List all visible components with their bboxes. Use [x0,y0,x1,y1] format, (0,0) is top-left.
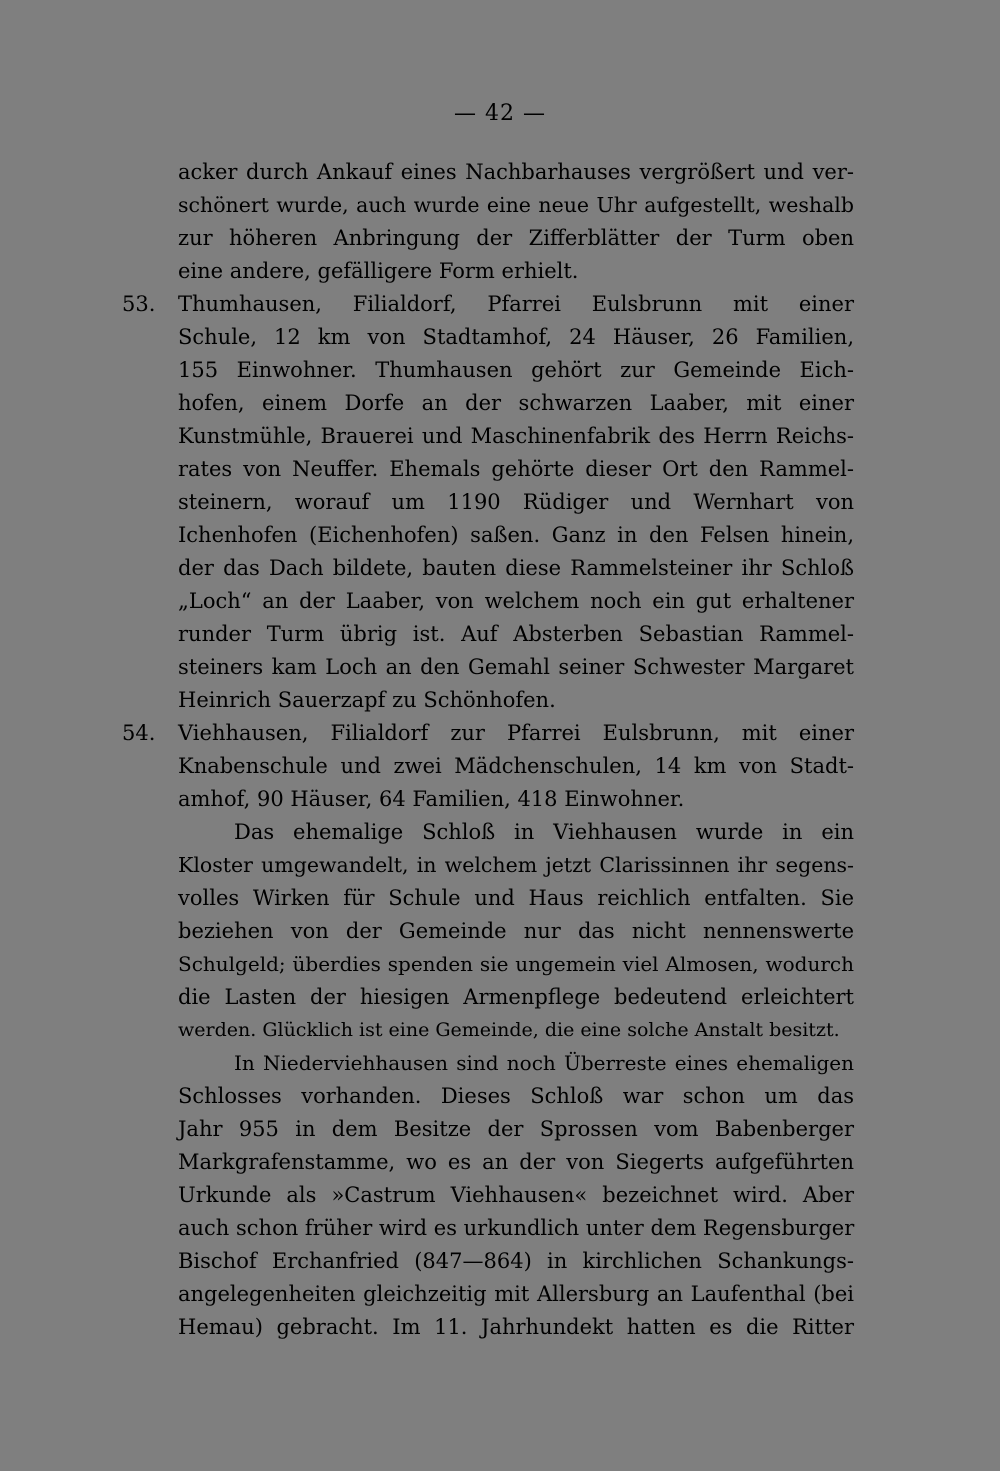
line-text: Bischof Erchanfried (847—864) in kirchlichen Schankungs- [178,1249,854,1273]
text-line [178,651,854,684]
line-text: Schule, 12 km von Stadtamhof, 24 Häuser, 26 Familien, [178,325,854,349]
text-line [178,453,854,486]
line-text: runder Turm übrig ist. Auf Absterben Sebastian Rammel- [178,622,854,646]
line-text: acker durch Ankauf eines Nachbarhauses vergrößert und ver- [178,160,854,184]
text-line [178,1080,854,1113]
text-line [178,519,854,552]
text-line [178,354,854,387]
text-line [178,1278,854,1311]
line-text: steiners kam Loch an den Gemahl seiner Schwester Margaret [178,655,854,679]
text-line [178,387,854,420]
line-text: rates von Neuffer. Ehemals gehörte dieser Ort den Rammel- [178,457,854,481]
text-line [178,1311,854,1344]
line-text: auch schon früher wird es urkundlich unter dem Regensburger [178,1216,855,1240]
line-text: der das Dach bildete, bauten diese Rammelsteiner ihr Schloß [178,556,854,580]
text-line [178,882,854,915]
line-text: Thumhausen, Filialdorf, Pfarrei Eulsbrunn mit einer [178,292,854,316]
line-text: Das ehemalige Schloß in Viehhausen wurde in ein [234,820,854,844]
entry-number: 54. [122,721,156,745]
line-text: 155 Einwohner. Thumhausen gehört zur Gemeinde Eich- [178,358,854,382]
line-text: Schulgeld; überdies spenden sie ungemein viel Almosen, wodurch [178,952,854,976]
line-text: Kloster umgewandelt, in welchem jetzt Clarissinnen ihr segens- [178,853,854,877]
line-text: hofen, einem Dorfe an der schwarzen Laaber, mit einer [178,391,854,415]
text-line [178,783,854,816]
text-line [178,552,854,585]
line-text: Knabenschule und zwei Mädchenschulen, 14 km von Stadt- [178,754,854,778]
line-text: amhof, 90 Häuser, 64 Familien, 418 Einwohner. [178,787,685,811]
line-text: In Niederviehhausen sind noch Überreste eines ehemaligen [234,1051,854,1075]
text-line [178,1146,854,1179]
line-text: Hemau) gebracht. Im 11. Jahrhundekt hatten es die Ritter [178,1315,854,1339]
text-line [178,750,854,783]
line-text: Urkunde als »Castrum Viehhausen« bezeichnet wird. Aber [178,1183,854,1207]
text-line [178,816,854,849]
line-text: die Lasten der hiesigen Armenpflege bedeutend erleichtert [178,985,854,1009]
line-text: eine andere, gefälligere Form erhielt. [178,259,579,283]
line-text: angelegenheiten gleichzeitig mit Allersburg an Laufenthal (bei [178,1282,854,1306]
line-text: werden. Glücklich ist eine Gemeinde, die eine solche Anstalt besitzt. [178,1019,840,1041]
line-text: Markgrafenstamme, wo es an der von Siegerts aufgeführten [178,1150,854,1174]
text-line [122,288,854,321]
text-line [178,1245,854,1278]
line-text: Schlosses vorhanden. Dieses Schloß war schon um das [178,1084,854,1108]
entry-number: 53. [122,292,156,316]
text-line [178,948,854,981]
text-line [178,915,854,948]
line-text: zur höheren Anbringung der Zifferblätter der Turm oben [178,226,854,250]
text-line [178,1179,854,1212]
line-text: „Loch“ an der Laaber, von welchem noch ein gut erhaltener [178,589,854,613]
text-line [122,717,854,750]
line-text: Viehhausen, Filialdorf zur Pfarrei Eulsbrunn, mit einer [178,721,854,745]
text-line [178,189,854,222]
text-line [178,849,854,882]
text-line [178,585,854,618]
line-text: beziehen von der Gemeinde nur das nicht nennenswerte [178,919,854,943]
text-line [178,1113,854,1146]
text-line [178,222,854,255]
line-text: volles Wirken für Schule und Haus reichlich entfalten. Sie [178,886,854,910]
line-text: Ichenhofen (Eichenhofen) saßen. Ganz in den Felsen hinein, [178,523,854,547]
text-line [178,156,854,189]
text-line [178,321,854,354]
text-line [178,1212,854,1245]
text-line [178,486,854,519]
text-line [178,684,854,717]
page-body-text [122,156,855,1344]
page-number: — 42 — [454,101,546,126]
line-text: schönert wurde, auch wurde eine neue Uhr aufgestellt, weshalb [178,193,854,217]
text-line [178,420,854,453]
text-line [178,981,854,1014]
text-line [178,1014,854,1047]
line-text: Jahr 955 in dem Besitze der Sprossen vom Babenberger [178,1117,854,1141]
line-text: Heinrich Sauerzapf zu Schönhofen. [178,688,556,712]
text-line [178,255,854,288]
text-line [178,618,854,651]
line-text: steinern, worauf um 1190 Rüdiger und Wernhart von [178,490,854,514]
line-text: Kunstmühle, Brauerei und Maschinenfabrik des Herrn Reichs- [178,424,854,448]
text-line [178,1047,854,1080]
